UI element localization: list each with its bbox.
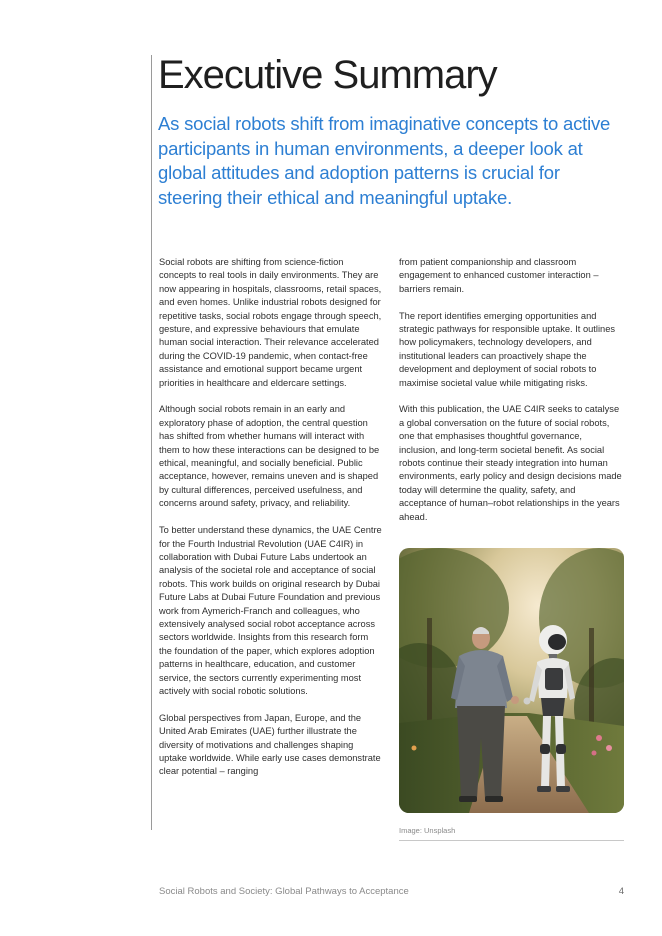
body-paragraph: With this publication, the UAE C4IR seeks to catalyse a global conversation on the future of social robots, one that emphasises thoughtful governance, inclusion, and long-term societal benefit. As social robots continue their steady integration into human environments, early policy and design decisions made today will determine the quality, safety, and acceptance of human–robot relationships in the years ahead.: [399, 404, 622, 522]
body-paragraph: The report identifies emerging opportunities and strategic pathways for responsible uptake. It outlines how policymakers, technology developers, and institutional leaders can proactively shape the development and deployment of social robots to maximise societal value while mitigating risks.: [399, 310, 616, 388]
caption-divider: [399, 840, 624, 841]
body-paragraph: Social robots are shifting from science-fiction concepts to real tools in daily environments. They are now appearing in hospitals, classrooms, retail spaces, and even homes. Unlike industrial robots designed for repetitive tasks, social robots engage through speech, gesture, and expressive behaviours that emulate human social interaction. Their relevance accelerated during the COVID-19 pandemic, when contact-free assistance and emotional support became urgent priorities in healthcare and eldercare settings.: [159, 257, 382, 388]
lead-paragraph: As social robots shift from imaginative concepts to active participants in human environments, a deeper look at global attitudes and adoption patterns is crucial for steering their ethical and meaningful uptake.: [158, 113, 611, 208]
footer-document-title: Social Robots and Society: Global Pathways to Acceptance: [159, 886, 409, 897]
body-column-left: [159, 256, 383, 792]
page-title: Executive Summary: [158, 53, 497, 97]
body-paragraph: from patient companionship and classroom engagement to enhanced customer interaction – barriers remain.: [399, 257, 599, 294]
left-margin-rule: [151, 55, 152, 830]
image-caption: Image: Unsplash: [399, 826, 456, 835]
body-paragraph: To better understand these dynamics, the UAE Centre for the Fourth Industrial Revolution (UAE C4IR) in collaboration with Dubai Future Labs undertook an analysis of the societal role and acceptance of social robots. This work builds on original research by Dubai Future Labs at Dubai Future Foundation and previous work from Aymerich-Franch and colleagues, who extensively analysed social robot acceptance across sectors worldwide. Insights from this research form the foundation of the paper, which explores adoption patterns in healthcare, education, and customer service, the sectors currently experimenting most actively with social robotic solutions.: [159, 525, 382, 696]
body-paragraph: Global perspectives from Japan, Europe, and the United Arab Emirates (UAE) further illustrate the diversity of motivations and challenges shaping uptake worldwide. While early use cases demonstrate clear potential – ranging: [159, 712, 381, 777]
body-paragraph: Although social robots remain in an early and exploratory phase of adoption, the central question has shifted from whether humans will interact with them to how these interactions can be designed to be ethical, meaningful, and socially beneficial. Public acceptance, however, remains uneven and is shaped by cultural differences, perceived usefulness, and concerns around safety, privacy, and reliability.: [159, 404, 380, 509]
page-number: 4: [618, 886, 624, 897]
photo-elderly-man-and-robot: [399, 548, 624, 813]
body-column-right: [399, 256, 623, 537]
